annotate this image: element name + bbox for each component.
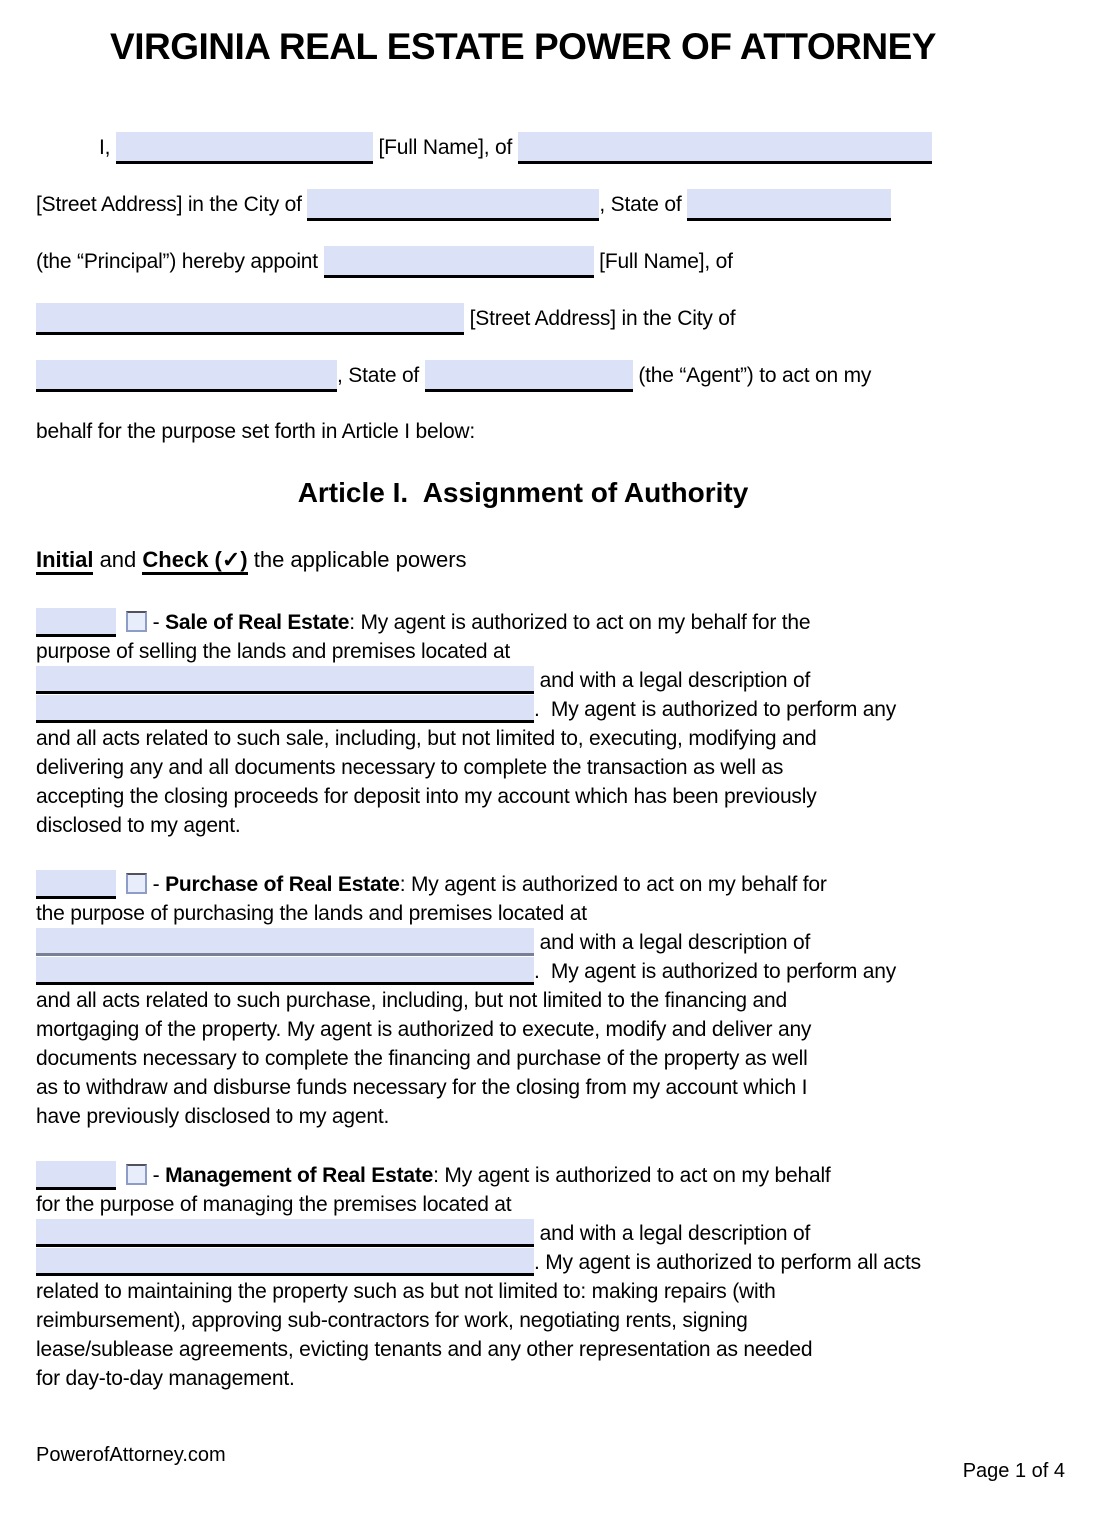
opening-text-6: behalf for the purpose set forth in Article I below: <box>36 420 476 443</box>
purchase-line-1 <box>36 870 1086 899</box>
sale-line-5 <box>36 724 1086 753</box>
document-title: VIRGINIA REAL ESTATE POWER OF ATTORNEY <box>110 26 936 67</box>
management-checkbox[interactable] <box>126 1164 147 1185</box>
purchase-text-2: the purpose of purchasing the lands and premises located at <box>36 902 587 925</box>
instruction-and-text: and <box>93 547 143 572</box>
opening-text-2a: [Street Address] in the City of <box>36 193 308 216</box>
sale-legal-description-field[interactable] <box>36 695 534 723</box>
management-line-5 <box>36 1277 1086 1306</box>
sale-text-8: disclosed to my agent. <box>36 814 241 837</box>
management-section <box>36 1161 1086 1393</box>
opening-line-4 <box>36 303 1076 360</box>
opening-text-1a: I, <box>99 136 116 159</box>
agent-state-field[interactable] <box>425 360 633 392</box>
instruction-check-label: Check (✓) <box>142 547 247 575</box>
purchase-line-6 <box>36 1015 1086 1044</box>
sale-line-6 <box>36 753 1086 782</box>
agent-name-field[interactable] <box>324 246 594 278</box>
instruction-line <box>36 547 467 573</box>
opening-text-3b: [Full Name], of <box>593 250 733 273</box>
purchase-line-4 <box>36 957 1086 986</box>
management-line-1 <box>36 1161 1086 1190</box>
purchase-line-9 <box>36 1102 1086 1131</box>
management-text-6: reimbursement), approving sub-contractors for work, negotiating rents, signing <box>36 1309 748 1332</box>
management-text-2: for the purpose of managing the premises located at <box>36 1193 512 1216</box>
sale-property-address-field[interactable] <box>36 666 534 694</box>
management-line-2 <box>36 1190 1086 1219</box>
management-text-7: lease/sublease agreements, evicting tenants and any other representation as needed <box>36 1338 813 1361</box>
footer-page-number: Page 1 of 4 <box>962 1460 1065 1482</box>
management-text-4: . My agent is authorized to perform all acts <box>534 1251 921 1274</box>
purchase-checkbox[interactable] <box>126 873 147 894</box>
sale-initials-field[interactable] <box>36 608 116 637</box>
sale-section <box>36 608 1086 840</box>
management-text-5: related to maintaining the property such as but not limited to: making repairs (with <box>36 1280 776 1303</box>
sale-line-8 <box>36 811 1086 840</box>
purchase-line-8 <box>36 1073 1086 1102</box>
sale-text-5: and all acts related to such sale, including, but not limited to, executing, modifying and <box>36 727 817 750</box>
principal-name-field[interactable] <box>116 132 373 164</box>
purchase-line-3 <box>36 928 1086 957</box>
management-text-3: and with a legal description of <box>534 1222 811 1245</box>
opening-line-6 <box>36 417 1076 474</box>
purchase-text-5: and all acts related to such purchase, including, but not limited to the financing and <box>36 989 787 1012</box>
principal-street-field[interactable] <box>518 132 932 164</box>
sale-text-2: purpose of selling the lands and premises located at <box>36 640 511 663</box>
agent-city-field[interactable] <box>36 360 337 392</box>
purchase-legal-description-field[interactable] <box>36 957 534 985</box>
management-title: Management of Real Estate <box>165 1164 434 1187</box>
sale-text-3: and with a legal description of <box>534 669 811 692</box>
purchase-dash: - <box>147 873 166 896</box>
management-text-1: : My agent is authorized to act on my behalf <box>433 1164 831 1187</box>
purchase-text-9: have previously disclosed to my agent. <box>36 1105 390 1128</box>
principal-state-field[interactable] <box>687 189 891 221</box>
sale-title: Sale of Real Estate <box>165 611 350 634</box>
management-text-8: for day-to-day management. <box>36 1367 295 1390</box>
opening-line-3 <box>36 246 1076 303</box>
opening-text-2b: , State of <box>599 193 688 216</box>
management-initials-field[interactable] <box>36 1161 116 1190</box>
management-property-address-field[interactable] <box>36 1219 534 1247</box>
sale-text-6: delivering any and all documents necessary to complete the transaction as well as <box>36 756 784 779</box>
opening-line-5 <box>36 360 1076 417</box>
management-line-7 <box>36 1335 1086 1364</box>
purchase-text-8: as to withdraw and disburse funds necessary for the closing from my account which I <box>36 1076 808 1099</box>
article-1-heading: Article I. Assignment of Authority <box>297 477 749 508</box>
sale-text-7: accepting the closing proceeds for deposit into my account which has been previously <box>36 785 817 808</box>
management-line-4 <box>36 1248 1086 1277</box>
principal-city-field[interactable] <box>307 189 599 221</box>
footer-site-text: PowerofAttorney.com <box>36 1444 226 1466</box>
management-dash: - <box>147 1164 166 1187</box>
purchase-text-6: mortgaging of the property. My agent is authorized to execute, modify and deliver any <box>36 1018 812 1041</box>
opening-line-2 <box>36 189 1076 246</box>
opening-text-5a: , State of <box>337 364 425 387</box>
sale-line-4 <box>36 695 1086 724</box>
opening-paragraph <box>36 132 1076 474</box>
management-legal-description-field[interactable] <box>36 1248 534 1276</box>
purchase-line-2 <box>36 899 1086 928</box>
opening-text-5b: (the “Agent”) to act on my <box>632 364 872 387</box>
purchase-text-4: . My agent is authorized to perform any <box>534 960 897 983</box>
instruction-rest-text: the applicable powers <box>247 547 467 572</box>
management-line-6 <box>36 1306 1086 1335</box>
purchase-text-1: : My agent is authorized to act on my behalf for <box>399 873 827 896</box>
instruction-initial-label: Initial <box>36 547 93 575</box>
sale-line-7 <box>36 782 1086 811</box>
sale-line-3 <box>36 666 1086 695</box>
purchase-text-3: and with a legal description of <box>534 931 811 954</box>
agent-street-field[interactable] <box>36 303 464 335</box>
purchase-line-7 <box>36 1044 1086 1073</box>
purchase-property-address-field[interactable] <box>36 928 534 956</box>
sale-text-1: : My agent is authorized to act on my behalf for the <box>349 611 811 634</box>
purchase-section <box>36 870 1086 1131</box>
opening-text-3a: (the “Principal”) hereby appoint <box>36 250 324 273</box>
opening-text-4a: [Street Address] in the City of <box>464 307 736 330</box>
opening-text-1b: [Full Name], of <box>372 136 518 159</box>
management-line-8 <box>36 1364 1086 1393</box>
sale-text-4: . My agent is authorized to perform any <box>534 698 897 721</box>
purchase-line-5 <box>36 986 1086 1015</box>
purchase-initials-field[interactable] <box>36 870 116 899</box>
sale-line-2 <box>36 637 1086 666</box>
sale-line-1 <box>36 608 1086 637</box>
purchase-text-7: documents necessary to complete the financing and purchase of the property as well <box>36 1047 808 1070</box>
sale-dash: - <box>147 611 166 634</box>
opening-line-1 <box>36 132 1076 189</box>
management-line-3 <box>36 1219 1086 1248</box>
sale-checkbox[interactable] <box>126 611 147 632</box>
purchase-title: Purchase of Real Estate <box>165 873 400 896</box>
